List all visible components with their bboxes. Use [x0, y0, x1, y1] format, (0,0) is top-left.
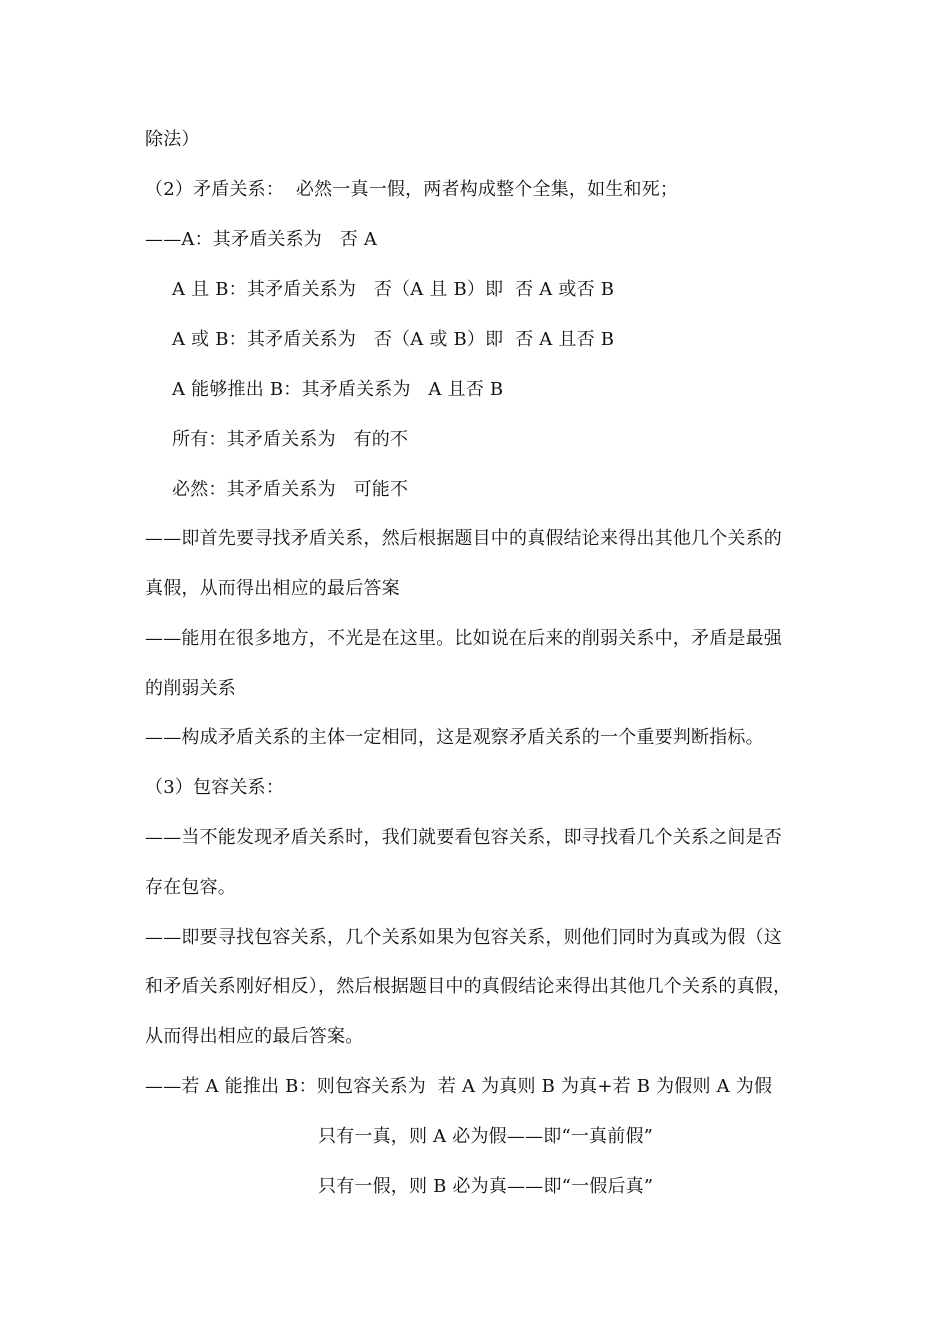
text-line: 真假，从而得出相应的最后答案 [145, 578, 400, 599]
text-line: 只有一真，则 A 必为假——即“一真前假” [318, 1126, 654, 1147]
text-line: ——构成矛盾关系的主体一定相同，这是观察矛盾关系的一个重要判断指标。 [145, 727, 764, 748]
text-line: 从而得出相应的最后答案。 [145, 1026, 364, 1047]
text-line: ——即要寻找包容关系，几个关系如果为包容关系，则他们同时为真或为假（这 [145, 927, 782, 948]
text-line: ——当不能发现矛盾关系时，我们就要看包容关系，即寻找看几个关系之间是否 [145, 827, 782, 848]
text-line: 所有：其矛盾关系为 有的不 [172, 429, 409, 450]
section-heading-contradiction: （2）矛盾关系： 必然一真一假，两者构成整个全集，如生和死； [145, 179, 679, 200]
text-line: 和矛盾关系刚好相反），然后根据题目中的真假结论来得出其他几个关系的真假， [145, 976, 792, 997]
text-line: A 或 B：其矛盾关系为 否（A 或 B）即 否 A 且否 B [172, 329, 615, 350]
text-line: A 且 B：其矛盾关系为 否（A 且 B）即 否 A 或否 B [172, 279, 615, 300]
text-line: 必然：其矛盾关系为 可能不 [172, 479, 409, 500]
text-line: ——即首先要寻找矛盾关系，然后根据题目中的真假结论来得出其他几个关系的 [145, 528, 782, 549]
text-line: ——若 A 能推出 B：则包容关系为 若 A 为真则 B 为真+若 B 为假则 A 为假 [145, 1076, 773, 1097]
text-line: ——能用在很多地方，不光是在这里。比如说在后来的削弱关系中，矛盾是最强 [145, 628, 782, 649]
text-line: A 能够推出 B：其矛盾关系为 A 且否 B [172, 379, 504, 400]
text-line: 存在包容。 [145, 877, 236, 898]
text-line: 只有一假，则 B 必为真——即“一假后真” [318, 1176, 654, 1197]
text-line: ——A：其矛盾关系为 否 A [145, 229, 378, 250]
text-line: 除法） [145, 129, 200, 150]
section-heading-inclusion: （3）包容关系： [145, 777, 285, 798]
text-line: 的削弱关系 [145, 678, 236, 699]
